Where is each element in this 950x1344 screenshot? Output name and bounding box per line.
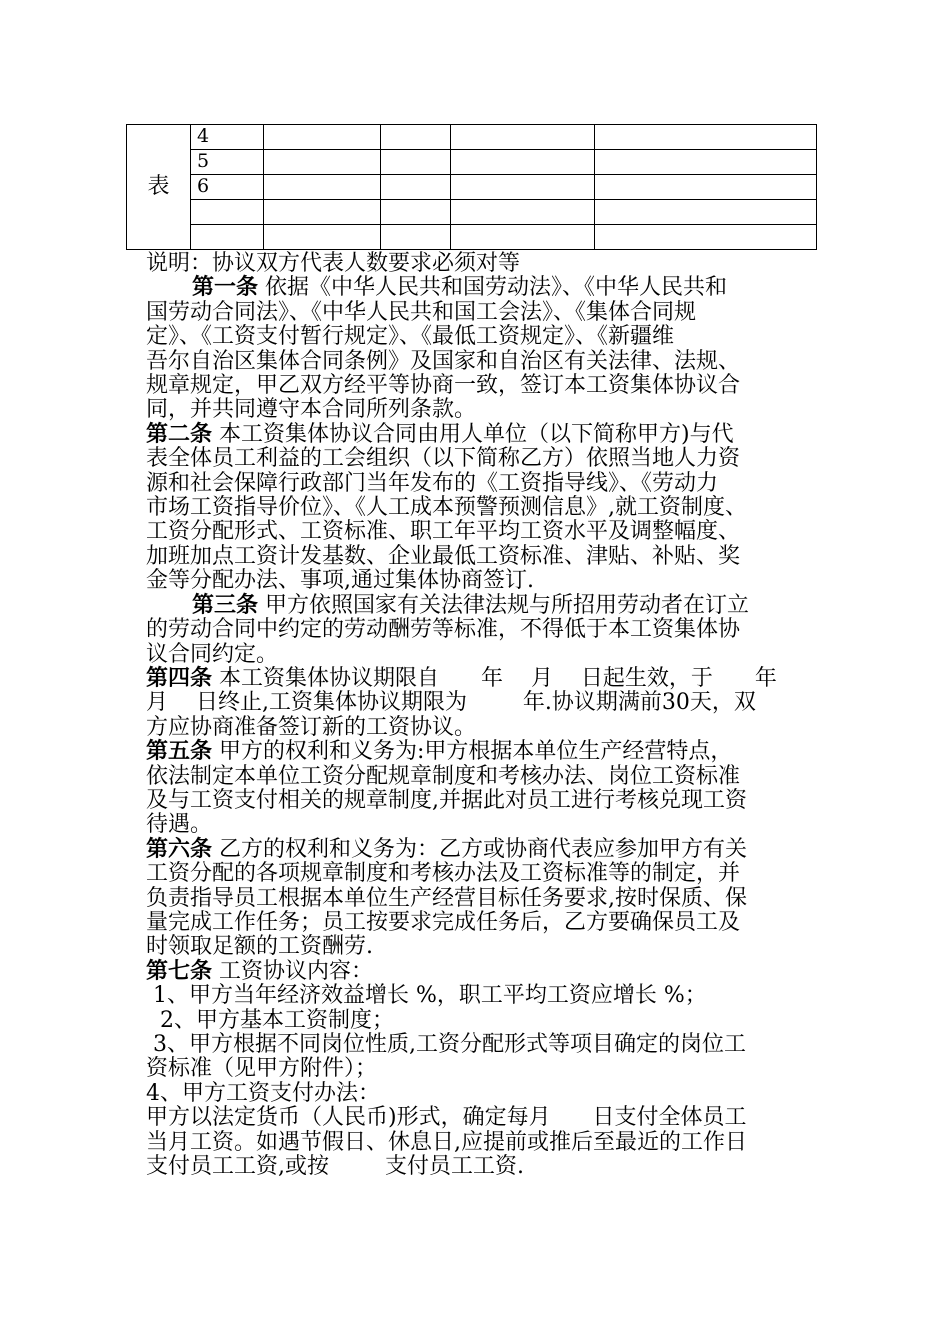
- article-1-line: 定》、《工资支付暂行规定》、《最低工资规定》、《新疆维: [146, 324, 675, 350]
- article-2-line: 市场工资指导价位》、《人工成本预警预测信息》,就工资制度、: [146, 495, 747, 521]
- article-2-line: 加班加点工资计发基数、企业最低工资标准、津贴、补贴、奖: [146, 543, 741, 569]
- article-6-heading: 第六条: [146, 836, 213, 862]
- article-4-line: [146, 667, 826, 691]
- table-cell-index: 6: [191, 175, 264, 200]
- article-4-line: 方应协商准备签订新的工资协议。: [146, 714, 477, 740]
- table-row: [127, 150, 817, 175]
- table-cell: [451, 175, 595, 200]
- article-7-item: 资标准（见甲方附件）；: [146, 1056, 378, 1082]
- article-7-item: 甲方以法定货币（人民币)形式，确定每月 日支付全体员工: [146, 1105, 747, 1131]
- article-5-line: 依法制定本单位工资分配规章制度和考核办法、岗位工资标准: [146, 763, 741, 789]
- article-7-line: [146, 960, 826, 984]
- article-2-line: 金等分配办法、事项,通过集体协商签订.: [146, 568, 534, 594]
- article-1-line: 国劳动合同法》、《中华人民共和国工会法》、《集体合同规: [146, 299, 697, 325]
- article-1-heading: 第一条: [192, 275, 259, 301]
- article-7-item: 当月工资。如遇节假日、休息日,应提前或推后至最近的工作日: [146, 1129, 747, 1155]
- table-cell: [595, 125, 817, 150]
- article-6-line: 时领取足额的工资酬劳.: [146, 934, 373, 960]
- article-5-heading: 第五条: [146, 739, 213, 765]
- article-1-text: 依据《中华人民共和国劳动法》、《中华人民共和: [258, 275, 728, 301]
- table-cell: [264, 125, 381, 150]
- article-2-line: [146, 423, 826, 447]
- table-cell: [381, 175, 451, 200]
- article-7-item: 4、甲方工资支付办法：: [146, 1080, 380, 1106]
- table-cell-index: [191, 200, 264, 225]
- table-cell: [381, 200, 451, 225]
- article-6-line: 负责指导员工根据本单位生产经营目标任务要求,按时保质、保: [146, 885, 747, 911]
- article-6-text: 乙方的权利和义务为：乙方或协商代表应参加甲方有关: [212, 836, 748, 862]
- article-7-item: 2、甲方基本工资制度；: [146, 1007, 394, 1033]
- table-row: [127, 175, 817, 200]
- article-4-text: 本工资集体协议期限自 年 月 日起生效，于 年: [212, 665, 777, 691]
- table-note: 说明：协议双方代表人数要求必须对等: [146, 251, 521, 276]
- article-4-line: 月 日终止,工资集体协议期限为 年.协议期满前30天，双: [146, 690, 756, 716]
- article-2-line: 表全体员工利益的工会组织（以下简称乙方）依照当地人力资: [146, 446, 741, 472]
- article-6-line: 量完成工作任务；员工按要求完成任务后，乙方要确保员工及: [146, 909, 741, 935]
- table-cell: [451, 150, 595, 175]
- table-cell: [381, 225, 451, 250]
- article-5-line: 待遇。: [146, 812, 213, 838]
- article-2-text: 本工资集体协议合同由用人单位（以下简称甲方)与代: [212, 421, 734, 447]
- table-cell: [264, 200, 381, 225]
- article-5-line: 及与工资支付相关的规章制度,并据此对员工进行考核兑现工资: [146, 787, 747, 813]
- table-row: [127, 125, 817, 150]
- article-1-line: 规章规定，甲乙双方经平等协商一致，签订本工资集体协议合: [146, 373, 741, 399]
- article-7-item: 支付员工工资,或按 支付员工工资.: [146, 1154, 524, 1180]
- article-1-line: 同，并共同遵守本合同所列条款。: [146, 397, 477, 423]
- table-row: [127, 200, 817, 225]
- table-cell: [595, 200, 817, 225]
- article-2-line: 工资分配形式、工资标准、职工年平均工资水平及调整幅度、: [146, 519, 741, 545]
- contract-body: [146, 252, 826, 1179]
- table-row: [127, 225, 817, 250]
- article-7-item: 3、甲方根据不同岗位性质,工资分配形式等项目确定的岗位工: [146, 1032, 746, 1057]
- table-cell: [381, 150, 451, 175]
- article-6-line: [146, 838, 826, 862]
- table-side-label: 表: [127, 125, 191, 250]
- table-cell-index: [191, 225, 264, 250]
- article-2-line: 源和社会保障行政部门当年发布的《工资指导线》、《劳动力: [146, 470, 719, 496]
- table-cell: [595, 175, 817, 200]
- representatives-table: [126, 124, 817, 250]
- article-5-line: [146, 740, 826, 764]
- article-4-heading: 第四条: [146, 665, 213, 691]
- table-cell: [264, 175, 381, 200]
- article-7-item: 1、甲方当年经济效益增长 %，职工平均工资应增长 %；: [146, 983, 707, 1009]
- article-3-text: 甲方依照国家有关法律法规与所招用劳动者在订立: [258, 592, 750, 618]
- table-cell-index: 4: [191, 125, 264, 150]
- article-2-heading: 第二条: [146, 421, 213, 447]
- article-1-line: 吾尔自治区集体合同条例》及国家和自治区有关法律、法规、: [146, 348, 741, 374]
- article-7-text: 工资协议内容：: [212, 958, 374, 984]
- article-6-line: 工资分配的各项规章制度和考核办法及工资标准等的制定，并: [146, 861, 741, 887]
- table-cell-index: 5: [191, 150, 264, 175]
- table-cell: [595, 150, 817, 175]
- table-cell: [595, 225, 817, 250]
- table-cell: [264, 225, 381, 250]
- article-3-line: 议合同约定。: [146, 641, 279, 667]
- article-3-heading: 第三条: [192, 592, 259, 618]
- article-7-heading: 第七条: [146, 958, 213, 984]
- table-cell: [451, 200, 595, 225]
- table-cell: [451, 125, 595, 150]
- table-cell: [451, 225, 595, 250]
- article-1-line: [146, 276, 826, 300]
- article-5-text: 甲方的权利和义务为:甲方根据本单位生产经营特点，: [212, 739, 733, 765]
- article-3-line: [146, 594, 826, 618]
- article-3-line: 的劳动合同中约定的劳动酬劳等标准，不得低于本工资集体协: [146, 617, 741, 643]
- table-cell: [264, 150, 381, 175]
- table-cell: [381, 125, 451, 150]
